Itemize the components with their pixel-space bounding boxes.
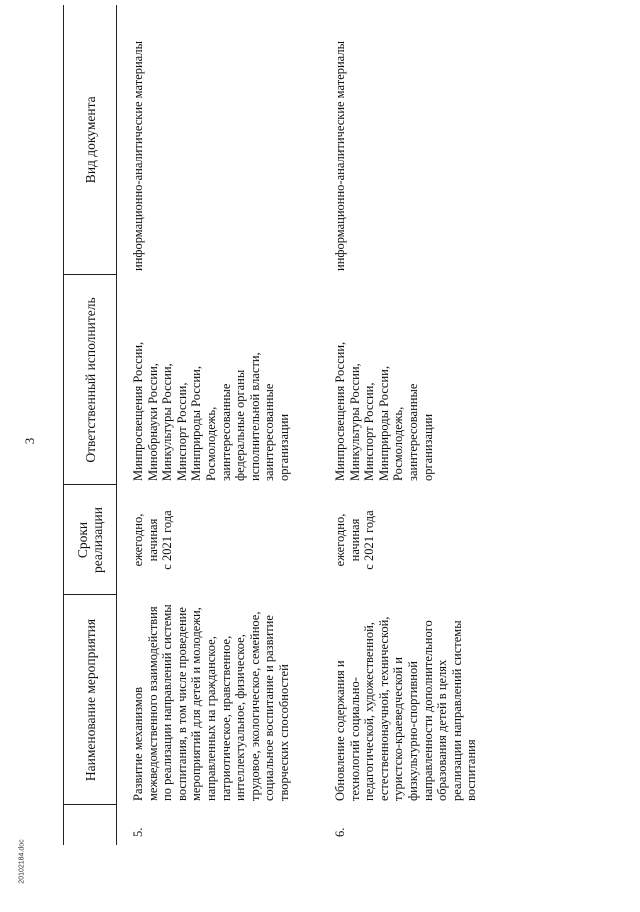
row-number: 6.	[333, 827, 347, 837]
executor-line: Минприроды России,	[376, 366, 391, 481]
executor-line: Минкультуры России,	[347, 363, 362, 481]
header-document-type: Вид документа	[64, 5, 117, 275]
period-cell	[329, 485, 531, 595]
executor-line: Минкультуры России,	[160, 363, 175, 481]
executor-line: федеральные органы	[233, 369, 248, 481]
header-number	[64, 805, 117, 845]
header-measure-name: Наименование мероприятия	[64, 595, 117, 805]
executor-line: Росмолодежь,	[203, 406, 218, 481]
executor-line: Минпросвещения России,	[131, 341, 145, 481]
document-id: 20102184.doc	[18, 839, 26, 884]
executor-line: организации	[420, 413, 435, 481]
executor-line: исполнительной власти,	[247, 352, 262, 481]
executor-line: Минпросвещения России,	[333, 341, 347, 481]
executor-line: Минспорт России,	[362, 382, 377, 481]
executor-line: Минспорт России,	[174, 382, 189, 481]
document-type: информационно-аналитические материалы	[333, 41, 347, 271]
executor-cell	[329, 275, 531, 485]
measure-name: Обновление содержания и технологий социально-педагогической, художественной, естественнонаучной, технической, туристско-краеведческой и физкультурно-спортивной направленности дополнительного образования детей в целях реализации направлений системы воспитания	[333, 616, 479, 801]
executor-line: Минобрнауки России,	[145, 363, 160, 481]
measure-name: Развитие механизмов межведомственного взаимодействия по реализации направлений системы воспитания, в том числе проведение мероприятий для детей и молодежи, направленных на гражданское, патриотическое, нравственное, интеллектуальное, физическое, трудовое, экологическое, семейное, социальное воспитание и развитие творческих способностей	[131, 604, 291, 801]
period-line: ежегодно,	[333, 513, 347, 567]
period-line: с 2021 года	[362, 510, 377, 570]
row-number: 5.	[131, 827, 145, 837]
period-line: начиная	[347, 518, 362, 562]
measures-table	[63, 5, 531, 845]
document-type: информационно-аналитические материалы	[131, 41, 145, 271]
table-header-row	[64, 5, 117, 845]
period-line: начиная	[145, 518, 160, 562]
executor-line: Росмолодежь,	[391, 406, 406, 481]
table-row	[117, 5, 330, 845]
executor-line: Минприроды России,	[189, 366, 204, 481]
executor-line: заинтересованные	[405, 383, 420, 481]
executor-line: заинтересованные	[262, 383, 277, 481]
rotated-table-sheet	[63, 5, 623, 845]
executor-line: заинтересованные	[218, 383, 233, 481]
executor-line: организации	[276, 413, 291, 481]
header-executor: Ответственный исполнитель	[64, 275, 117, 485]
period-line: с 2021 года	[160, 510, 175, 570]
page-number: 3	[22, 437, 37, 445]
executor-cell	[117, 275, 330, 485]
header-period: Сроки реализации	[64, 485, 117, 595]
period-cell	[117, 485, 330, 595]
period-line: ежегодно,	[131, 513, 145, 567]
table-row	[329, 5, 531, 845]
